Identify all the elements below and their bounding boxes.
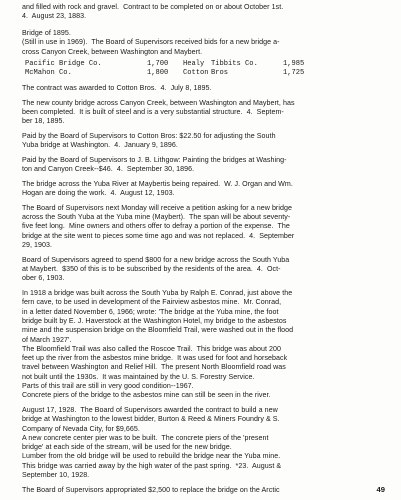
paragraph: Lumber from the old bridge will be used to rebuild the bridge near the Yuba mine. This bridge was carried away by the high water of the past spring. *23. August & September 10, 1928. — [22, 452, 282, 480]
bid-amount: 1,800 — [147, 69, 169, 78]
page-number: 49 — [376, 485, 385, 494]
paragraph-contract-1883: and filled with rock and gravel. Contract to be completed on or about October 1st. 4. August 23, 1883. — [22, 3, 284, 21]
paragraph: Parts of this trail are still in very good condition--1967. — [22, 382, 194, 391]
bids-table — [25, 60, 374, 79]
bid-bidder2: Healy — [183, 59, 205, 68]
paragraph: Board of Supervisors agreed to spend $800 for a new bridge across the South Yuba at Maybert. $350 of this is to be subscribed by the residents of the area. 4. Oct- ober 6, 1903. — [22, 255, 290, 283]
bid-bidder2b: Bros — [211, 69, 229, 78]
bid-bidder: Pacific Bridge Co. — [25, 59, 102, 68]
paragraph: In 1918 a bridge was built across the South Yuba by Ralph E. Conrad, just above the fern cave, to be used in development of the Fairview asbestos mine. Mr. Conrad, in a letter dated November 6, 1966; wrote: 'The bridge at the Yuba mine, the foot bridge built by E. J. Haverstock at the Washington Hotel, my bridge to the asbestos mine and the suspension bridge on the Bloomfield Trail, were washed out in the flood of March 1927'. — [22, 289, 294, 344]
bid-bidder2b: Tibbits Co. — [211, 59, 258, 68]
paragraph: Paid by the Board of Supervisors to Cotton Bros: $22.50 for adjusting the South Yuba bridge at Washington. 4. January 9, 1896. — [22, 131, 276, 150]
bid-amount: 1,700 — [147, 59, 169, 68]
paragraph: The bridge across the Yuba River at Maybertis being repaired. W. J. Organ and Wm. Hogan are doing the work. 4. August 12, 1903. — [22, 179, 293, 198]
paragraph: The new county bridge across Canyon Creek, between Washington and Maybert, has been completed. It is built of steel and is a very substantial structure. 4. Septem- ber 18, 1895. — [22, 98, 295, 126]
paragraph: The contract was awarded to Cotton Bros. 4. July 8, 1895. — [22, 83, 212, 92]
bid-bidder2: Cotton — [183, 69, 209, 78]
paragraph: August 17, 1928. The Board of Supervisors awarded the contract to build a new bridge at Washington to the lowest bidder, Burton & Reed & Miners Foundry & S. Company of Nevada City, for $9,665. — [22, 406, 280, 433]
bid-amount2: 1,725 — [283, 69, 305, 78]
paragraph-bridge-1895-heading: Bridge of 1895. (Still in use in 1969). The Board of Supervisors received bids for a new bridge a- cross Canyon Creek, between Washington and Maybert. — [22, 29, 280, 56]
paragraph: The Board of Supervisors appropriated $2,500 to replace the bridge on the Arctic — [22, 485, 280, 494]
paragraph: The Board of Supervisors next Monday will receive a petition asking for a new bridge across the South Yuba at the Yuba mine (Maybert). The span will be about seventy- five feet long. Mine owners and others offer to defray a portion of the expense. The bridge at the site went to pieces some time ago and was not replaced. 4. September 29, 1903. — [22, 203, 295, 250]
bid-bidder: McMahon Co. — [25, 69, 72, 78]
paragraph: Concrete piers of the bridge to the asbestos mine can still be seen in the river. — [22, 391, 271, 400]
paragraph: Paid by the Board of Supervisors to J. B. Lithgow: Painting the bridges at Washing- ton and Canyon Creek--$46. 4. September 30, 1896. — [22, 155, 287, 174]
paragraph: The Bloomfield Trail was also called the Roscoe Trail. This bridge was about 200 feet up the river from the asbestos mine bridge. It was used for foot and horseback travel between Washington and Relief Hill. The present North Bloomfield road was not built until the 1930s. It was maintained by the U. S. Forestry Service. — [22, 344, 288, 381]
document-page — [22, 3, 374, 500]
bid-amount2: 1,985 — [283, 59, 305, 68]
paragraph: A new concrete center pier was to be built. The concrete piers of the 'present bridge' at each side of the stream, will be used for the new bridge. — [22, 433, 269, 452]
